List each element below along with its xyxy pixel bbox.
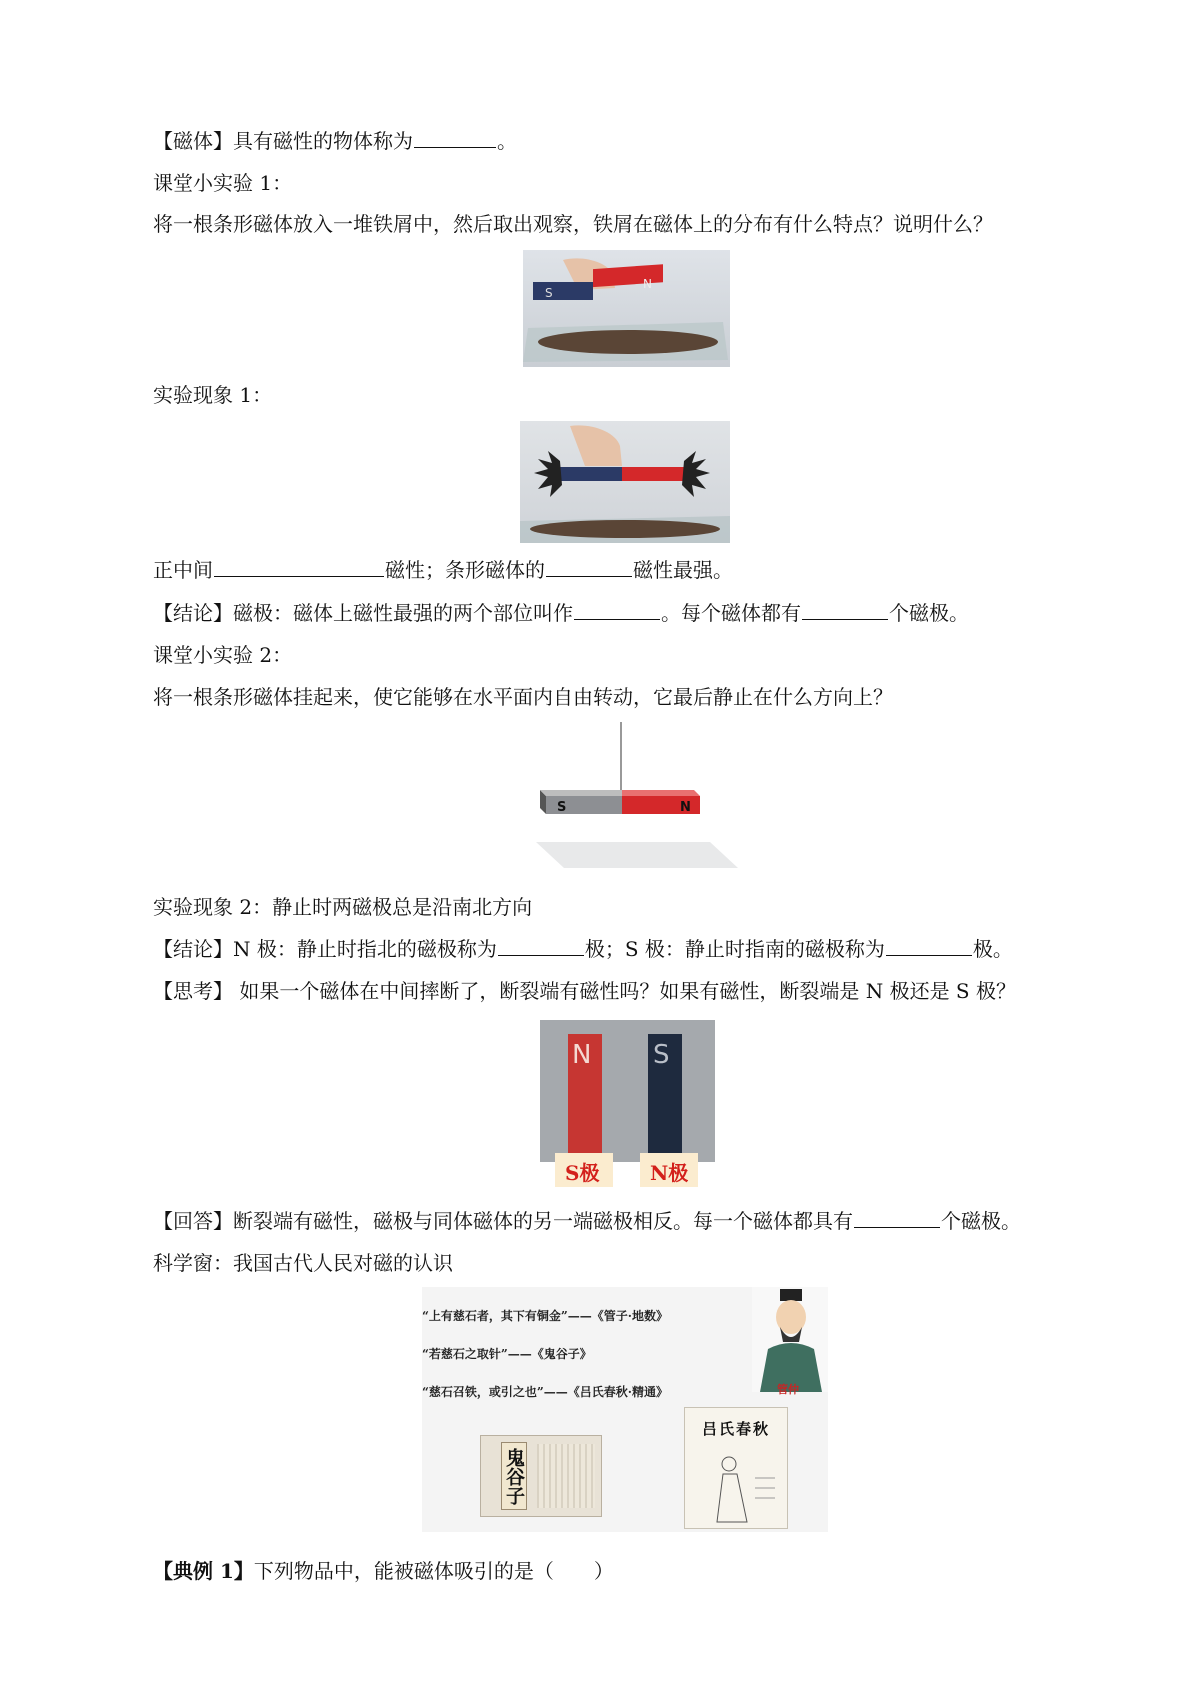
quote-guanzi: “上有慈石者，其下有铜金”——《管子·地数》 [422,1309,668,1323]
guiguzi-book-image [480,1435,602,1517]
portrait-name: 管仲 [777,1383,799,1396]
experiment-2-question: 将一根条形磁体挂起来，使它能够在水平面内自由转动，它最后静止在什么方向上？ [153,685,893,709]
magnet-definition-text: 【磁体】具有磁性的物体称为 [153,129,413,153]
conclusion-text: 。每个磁体都有 [661,601,801,625]
example-1-line [153,1557,614,1585]
example-question: 下列物品中，能被磁体吸引的是（ ） [253,1559,614,1583]
magnet-s-label: S [545,286,553,300]
broken-right-label: N极 [650,1161,689,1185]
magnet-n-label: N [680,800,691,815]
period: 。 [497,129,517,153]
blank-field[interactable] [574,599,660,620]
text-bar-magnet: 磁性；条形磁体的 [385,558,545,582]
blank-field[interactable] [886,935,972,956]
blank-field[interactable] [854,1207,940,1228]
blank-field[interactable] [498,935,584,956]
magnet-with-filings-photo [520,421,730,543]
answer-text: 个磁极。 [941,1209,1021,1233]
conclusion-text: 个磁极。 [889,601,969,625]
think-question-line: 【思考】 如果一个磁体在中间摔断了，断裂端有磁性吗？如果有磁性，断裂端是 N 极还是 S 极？ [153,979,1016,1003]
magnet-s-label: S [557,800,567,815]
text-strongest: 磁性最强。 [633,558,733,582]
conclusion-text: 极；S 极：静止时指南的磁极称为 [584,937,885,961]
conclusion-poles-line [153,599,969,627]
broken-magnet-photo [540,1020,715,1190]
answer-line [153,1207,1021,1235]
broken-right-letter: S [653,1040,670,1070]
blank-field[interactable] [546,556,632,577]
conclusion-text: 【结论】N 极：静止时指北的磁极称为 [153,937,497,961]
blank-field[interactable] [802,599,888,620]
broken-left-letter: N [572,1040,592,1070]
phenomenon-2-line: 实验现象 2：静止时两磁极总是沿南北方向 [153,895,533,919]
text-middle: 正中间 [153,558,213,582]
broken-left-label: S极 [565,1161,600,1185]
guanzhong-portrait [752,1287,828,1392]
experiment-1-heading: 课堂小实验 1： [153,171,293,195]
quote-lushi: “慈石召铁，或引之也”——《吕氏春秋·精通》 [422,1385,668,1399]
example-label: 【典例 1】 [153,1559,254,1583]
magnet-definition-line [153,127,517,155]
blank-field[interactable] [214,556,384,577]
magnet-above-filings-photo [523,250,730,367]
science-window-heading: 科学窗：我国古代人民对磁的认识 [153,1251,453,1275]
phenomenon-1-blanks-line [153,556,733,584]
conclusion-text: 极。 [972,937,1013,961]
lushi-chunqiu-book-image [684,1407,788,1529]
experiment-2-heading: 课堂小实验 2： [153,643,293,667]
answer-text: 【回答】断裂端有磁性，磁极与同体磁体的另一端磁极相反。每一个磁体都具有 [153,1209,853,1233]
experiment-1-question: 将一根条形磁体放入一堆铁屑中，然后取出观察，铁屑在磁体上的分布有什么特点？说明什么？ [153,212,993,236]
phenomenon-1-heading: 实验现象 1： [153,383,273,407]
guiguzi-title: 鬼谷子 [501,1442,527,1510]
lushi-title: 吕氏春秋 [701,1420,770,1438]
magnet-n-label: N [643,277,652,291]
ancient-magnet-knowledge-collage [422,1287,828,1532]
conclusion-text: 【结论】磁极：磁体上磁性最强的两个部位叫作 [153,601,573,625]
suspended-magnet-diagram [530,722,740,872]
blank-field[interactable] [414,127,496,148]
conclusion-ns-line [153,935,1013,963]
quote-guiguzi: “若慈石之取针”——《鬼谷子》 [422,1347,592,1361]
